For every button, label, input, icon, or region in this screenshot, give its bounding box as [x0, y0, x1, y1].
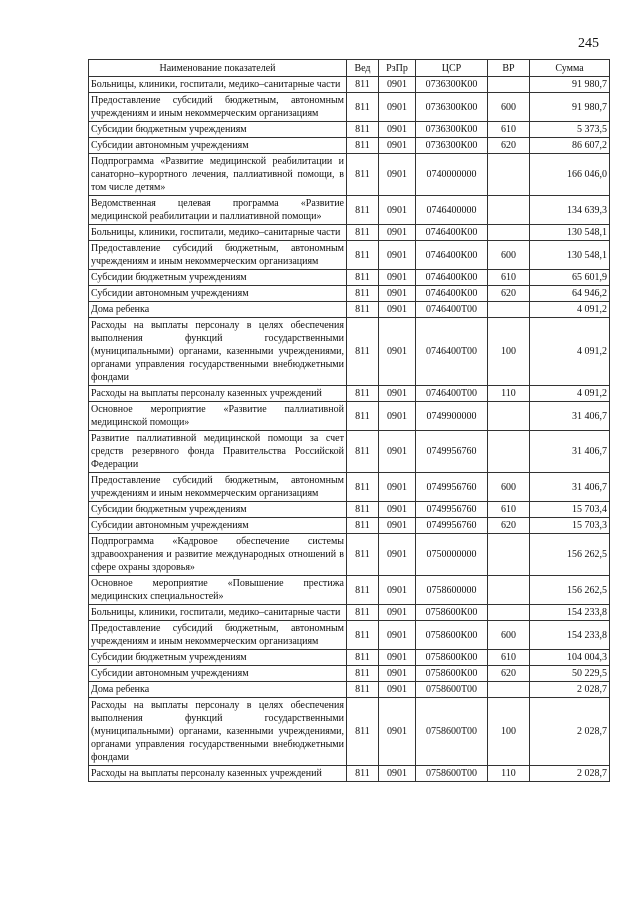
cell-ved: 811 [347, 666, 379, 682]
cell-sum: 130 548,1 [530, 225, 610, 241]
cell-rzpr: 0901 [379, 666, 416, 682]
header-sum: Сумма [530, 60, 610, 77]
cell-vr [488, 605, 530, 621]
cell-ved: 811 [347, 302, 379, 318]
table-body [89, 77, 610, 782]
table-row [89, 650, 610, 666]
cell-vr: 600 [488, 241, 530, 270]
cell-sum: 154 233,8 [530, 605, 610, 621]
cell-csr: 0758600К00 [416, 621, 488, 650]
cell-ved: 811 [347, 270, 379, 286]
cell-rzpr: 0901 [379, 196, 416, 225]
cell-rzpr: 0901 [379, 431, 416, 473]
cell-sum: 104 004,3 [530, 650, 610, 666]
cell-sum: 65 601,9 [530, 270, 610, 286]
cell-vr: 100 [488, 698, 530, 766]
cell-sum: 2 028,7 [530, 766, 610, 782]
table-row [89, 154, 610, 196]
cell-name: Ведомственная целевая программа «Развитие медицинской реабилитации и паллиативной помощи» [89, 196, 347, 225]
cell-csr: 0746400Т00 [416, 386, 488, 402]
cell-sum: 134 639,3 [530, 196, 610, 225]
cell-sum: 4 091,2 [530, 318, 610, 386]
table-row [89, 286, 610, 302]
cell-vr: 610 [488, 122, 530, 138]
cell-csr: 0758600К00 [416, 650, 488, 666]
cell-name: Предоставление субсидий бюджетным, автономным учреждениям и иным некоммерческим организациям [89, 241, 347, 270]
cell-csr: 0749956760 [416, 518, 488, 534]
cell-sum: 166 046,0 [530, 154, 610, 196]
cell-name: Предоставление субсидий бюджетным, автономным учреждениям и иным некоммерческим организациям [89, 473, 347, 502]
cell-csr: 0749956760 [416, 473, 488, 502]
cell-rzpr: 0901 [379, 386, 416, 402]
table-row [89, 402, 610, 431]
cell-csr: 0758600Т00 [416, 682, 488, 698]
cell-name: Основное мероприятие «Повышение престижа медицинских специальностей» [89, 576, 347, 605]
cell-sum: 5 373,5 [530, 122, 610, 138]
cell-csr: 0758600Т00 [416, 766, 488, 782]
cell-sum: 156 262,5 [530, 534, 610, 576]
cell-sum: 130 548,1 [530, 241, 610, 270]
cell-ved: 811 [347, 286, 379, 302]
table-row [89, 766, 610, 782]
cell-rzpr: 0901 [379, 473, 416, 502]
table-row [89, 576, 610, 605]
cell-vr [488, 77, 530, 93]
cell-sum: 15 703,3 [530, 518, 610, 534]
cell-name: Субсидии автономным учреждениям [89, 138, 347, 154]
cell-sum: 4 091,2 [530, 386, 610, 402]
cell-csr: 0740000000 [416, 154, 488, 196]
cell-rzpr: 0901 [379, 138, 416, 154]
table-row [89, 138, 610, 154]
cell-name: Больницы, клиники, госпитали, медико–санитарные части [89, 605, 347, 621]
cell-ved: 811 [347, 473, 379, 502]
cell-sum: 2 028,7 [530, 682, 610, 698]
table-row [89, 473, 610, 502]
cell-name: Субсидии автономным учреждениям [89, 666, 347, 682]
cell-csr: 0746400К00 [416, 270, 488, 286]
cell-name: Дома ребенка [89, 302, 347, 318]
cell-ved: 811 [347, 93, 379, 122]
cell-rzpr: 0901 [379, 77, 416, 93]
cell-rzpr: 0901 [379, 402, 416, 431]
cell-rzpr: 0901 [379, 122, 416, 138]
cell-name: Расходы на выплаты персоналу в целях обеспечения выполнения функций государственными (муниципальными) органами, казенными учреждениями, органами управления государственными внебюджетными фондами [89, 698, 347, 766]
table-row [89, 386, 610, 402]
table-row [89, 302, 610, 318]
cell-csr: 0758600К00 [416, 666, 488, 682]
cell-vr: 620 [488, 666, 530, 682]
cell-rzpr: 0901 [379, 650, 416, 666]
table-row [89, 122, 610, 138]
cell-ved: 811 [347, 698, 379, 766]
cell-sum: 31 406,7 [530, 402, 610, 431]
cell-ved: 811 [347, 318, 379, 386]
cell-vr: 610 [488, 650, 530, 666]
cell-vr: 600 [488, 473, 530, 502]
cell-rzpr: 0901 [379, 698, 416, 766]
cell-name: Основное мероприятие «Развитие паллиативной медицинской помощи» [89, 402, 347, 431]
cell-ved: 811 [347, 576, 379, 605]
cell-csr: 0736300К00 [416, 122, 488, 138]
cell-name: Субсидии бюджетным учреждениям [89, 502, 347, 518]
table-row [89, 666, 610, 682]
cell-csr: 0746400Т00 [416, 302, 488, 318]
header-ved: Вед [347, 60, 379, 77]
cell-vr: 620 [488, 138, 530, 154]
cell-rzpr: 0901 [379, 93, 416, 122]
cell-ved: 811 [347, 122, 379, 138]
cell-sum: 4 091,2 [530, 302, 610, 318]
table-row [89, 241, 610, 270]
cell-vr [488, 534, 530, 576]
cell-name: Расходы на выплаты персоналу казенных учреждений [89, 386, 347, 402]
cell-name: Расходы на выплаты персоналу казенных учреждений [89, 766, 347, 782]
cell-name: Субсидии бюджетным учреждениям [89, 270, 347, 286]
cell-rzpr: 0901 [379, 518, 416, 534]
cell-sum: 156 262,5 [530, 576, 610, 605]
cell-rzpr: 0901 [379, 621, 416, 650]
cell-csr: 0749900000 [416, 402, 488, 431]
cell-sum: 15 703,4 [530, 502, 610, 518]
cell-ved: 811 [347, 225, 379, 241]
cell-rzpr: 0901 [379, 766, 416, 782]
table-header-row [89, 60, 610, 77]
cell-name: Больницы, клиники, госпитали, медико–санитарные части [89, 225, 347, 241]
table-row [89, 270, 610, 286]
cell-name: Субсидии автономным учреждениям [89, 518, 347, 534]
cell-ved: 811 [347, 502, 379, 518]
cell-ved: 811 [347, 766, 379, 782]
cell-csr: 0746400К00 [416, 241, 488, 270]
cell-name: Предоставление субсидий бюджетным, автономным учреждениям и иным некоммерческим организациям [89, 93, 347, 122]
cell-csr: 0746400Т00 [416, 318, 488, 386]
cell-sum: 91 980,7 [530, 93, 610, 122]
cell-csr: 0746400К00 [416, 225, 488, 241]
cell-rzpr: 0901 [379, 534, 416, 576]
cell-ved: 811 [347, 682, 379, 698]
header-vr: ВР [488, 60, 530, 77]
cell-name: Расходы на выплаты персоналу в целях обеспечения выполнения функций государственными (муниципальными) органами, казенными учреждениями, органами управления государственными внебюджетными фондами [89, 318, 347, 386]
cell-sum: 154 233,8 [530, 621, 610, 650]
cell-rzpr: 0901 [379, 270, 416, 286]
cell-name: Подпрограмма «Развитие медицинской реабилитации и санаторно–курортного лечения, паллиативной помощи, в том числе детям» [89, 154, 347, 196]
cell-vr: 620 [488, 286, 530, 302]
cell-name: Предоставление субсидий бюджетным, автономным учреждениям и иным некоммерческим организациям [89, 621, 347, 650]
cell-vr [488, 196, 530, 225]
cell-vr [488, 225, 530, 241]
header-csr: ЦСР [416, 60, 488, 77]
cell-vr [488, 431, 530, 473]
cell-rzpr: 0901 [379, 225, 416, 241]
table-row [89, 225, 610, 241]
table-row [89, 682, 610, 698]
cell-vr: 610 [488, 502, 530, 518]
cell-rzpr: 0901 [379, 302, 416, 318]
cell-vr [488, 402, 530, 431]
cell-ved: 811 [347, 431, 379, 473]
cell-rzpr: 0901 [379, 154, 416, 196]
cell-ved: 811 [347, 534, 379, 576]
cell-rzpr: 0901 [379, 682, 416, 698]
cell-csr: 0736300К00 [416, 138, 488, 154]
cell-rzpr: 0901 [379, 605, 416, 621]
table-row [89, 698, 610, 766]
budget-table [88, 59, 610, 782]
cell-rzpr: 0901 [379, 576, 416, 605]
cell-csr: 0758600Т00 [416, 698, 488, 766]
cell-ved: 811 [347, 650, 379, 666]
cell-csr: 0736300К00 [416, 93, 488, 122]
cell-vr [488, 154, 530, 196]
cell-vr: 600 [488, 621, 530, 650]
table-row [89, 318, 610, 386]
cell-name: Развитие паллиативной медицинской помощи за счет средств резервного фонда Правительства Российской Федерации [89, 431, 347, 473]
cell-vr: 110 [488, 386, 530, 402]
cell-name: Больницы, клиники, госпитали, медико–санитарные части [89, 77, 347, 93]
table-row [89, 502, 610, 518]
cell-rzpr: 0901 [379, 318, 416, 386]
cell-name: Субсидии бюджетным учреждениям [89, 122, 347, 138]
cell-ved: 811 [347, 196, 379, 225]
cell-rzpr: 0901 [379, 241, 416, 270]
table-row [89, 605, 610, 621]
cell-csr: 0749956760 [416, 502, 488, 518]
cell-vr: 600 [488, 93, 530, 122]
cell-name: Дома ребенка [89, 682, 347, 698]
cell-csr: 0746400000 [416, 196, 488, 225]
cell-ved: 811 [347, 138, 379, 154]
table-row [89, 196, 610, 225]
cell-ved: 811 [347, 402, 379, 431]
cell-sum: 86 607,2 [530, 138, 610, 154]
table-row [89, 621, 610, 650]
cell-sum: 31 406,7 [530, 431, 610, 473]
table-row [89, 93, 610, 122]
cell-vr [488, 682, 530, 698]
page-number: 245 [578, 36, 599, 51]
cell-vr: 100 [488, 318, 530, 386]
cell-ved: 811 [347, 605, 379, 621]
cell-csr: 0758600000 [416, 576, 488, 605]
cell-sum: 91 980,7 [530, 77, 610, 93]
cell-csr: 0749956760 [416, 431, 488, 473]
cell-vr: 110 [488, 766, 530, 782]
header-name: Наименование показателей [89, 60, 347, 77]
cell-sum: 2 028,7 [530, 698, 610, 766]
cell-ved: 811 [347, 621, 379, 650]
table-row [89, 77, 610, 93]
cell-vr [488, 302, 530, 318]
header-rzpr: РзПр [379, 60, 416, 77]
cell-vr: 610 [488, 270, 530, 286]
cell-rzpr: 0901 [379, 286, 416, 302]
cell-csr: 0736300К00 [416, 77, 488, 93]
cell-vr: 620 [488, 518, 530, 534]
cell-csr: 0746400К00 [416, 286, 488, 302]
cell-sum: 50 229,5 [530, 666, 610, 682]
cell-sum: 64 946,2 [530, 286, 610, 302]
cell-sum: 31 406,7 [530, 473, 610, 502]
table-row [89, 431, 610, 473]
table-row [89, 518, 610, 534]
cell-ved: 811 [347, 518, 379, 534]
cell-rzpr: 0901 [379, 502, 416, 518]
cell-ved: 811 [347, 386, 379, 402]
cell-name: Субсидии бюджетным учреждениям [89, 650, 347, 666]
table-row [89, 534, 610, 576]
cell-ved: 811 [347, 241, 379, 270]
cell-name: Подпрограмма «Кадровое обеспечение системы здравоохранения и развитие международных отношений в сфере охраны здоровья» [89, 534, 347, 576]
cell-ved: 811 [347, 77, 379, 93]
cell-csr: 0750000000 [416, 534, 488, 576]
cell-name: Субсидии автономным учреждениям [89, 286, 347, 302]
cell-vr [488, 576, 530, 605]
cell-ved: 811 [347, 154, 379, 196]
cell-csr: 0758600К00 [416, 605, 488, 621]
